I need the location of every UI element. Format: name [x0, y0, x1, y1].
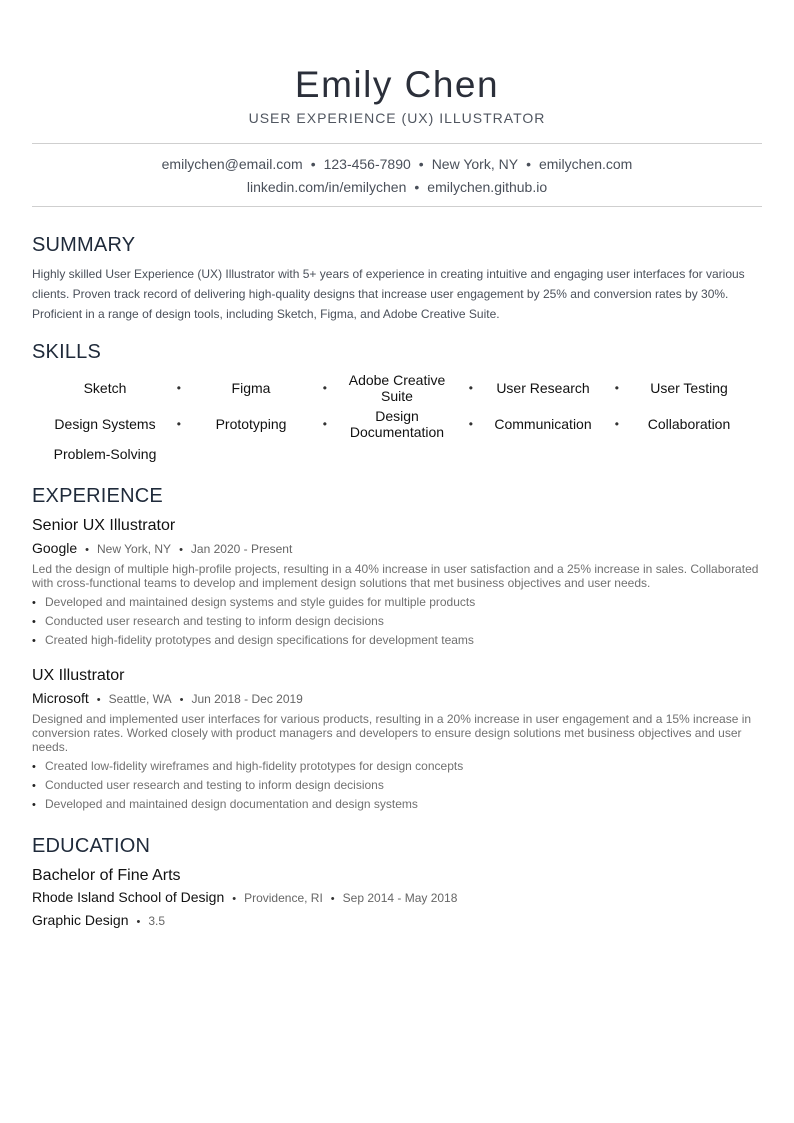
candidate-title: USER EXPERIENCE (UX) ILLUSTRATOR — [248, 110, 546, 126]
meta-separator: • — [179, 694, 184, 706]
skill-separator: • — [176, 381, 181, 395]
skill-label: Problem-Solving — [53, 446, 157, 462]
resume-header — [32, 0, 762, 126]
contact-separator: • — [414, 179, 420, 195]
education-section — [32, 834, 762, 932]
job-dates: Jun 2018 - Dec 2019 — [191, 692, 303, 706]
skill-item — [324, 408, 473, 440]
skill-item — [324, 372, 473, 404]
skill-label: Collaboration — [647, 416, 731, 432]
education-heading: EDUCATION — [32, 835, 151, 857]
job-bullet: • Created low-fidelity wireframes and high-fidelity prototypes for design concepts — [32, 757, 762, 776]
contact-email[interactable]: emilychen@email.com — [161, 156, 303, 172]
skill-item — [616, 372, 762, 404]
job-title: Senior UX Illustrator — [32, 517, 176, 534]
education-dates: Sep 2014 - May 2018 — [342, 891, 458, 905]
job-description: Led the design of multiple high-profile projects, resulting in a 40% increase in user satisfaction and a 25% increase in sales. Collaborated with cross-functional teams to develop and implement design solutions that met business objectives and user needs. — [32, 562, 759, 590]
skill-item — [32, 372, 181, 404]
education-field: Graphic Design — [32, 912, 129, 928]
contact-github[interactable]: emilychen.github.io — [427, 179, 548, 195]
contact-divider — [32, 206, 762, 207]
skill-separator: • — [322, 417, 327, 431]
education-school: Rhode Island School of Design — [32, 889, 225, 905]
skill-label: Design Documentation — [349, 408, 445, 440]
job-dates: Jan 2020 - Present — [190, 542, 293, 556]
job-bullets — [32, 757, 762, 814]
skill-label: Figma — [231, 380, 271, 396]
meta-separator: • — [179, 544, 183, 556]
skill-separator: • — [322, 381, 327, 395]
skill-item — [616, 408, 762, 440]
skill-item — [32, 444, 178, 464]
job-entry — [32, 516, 762, 650]
contact-location: New York, NY — [431, 156, 519, 172]
meta-separator: • — [232, 893, 237, 905]
contact-separator: • — [418, 156, 424, 172]
skill-separator: • — [614, 417, 619, 431]
contact-line-2 — [32, 176, 762, 199]
job-bullet: • Developed and maintained design systems and style guides for multiple products — [32, 593, 762, 612]
experience-heading: EXPERIENCE — [32, 485, 163, 507]
education-school-line — [32, 887, 762, 909]
education-degree: Bachelor of Fine Arts — [32, 867, 181, 884]
job-bullet: • Created high-fidelity prototypes and design specifications for development teams — [32, 631, 762, 650]
skill-label: User Research — [496, 380, 590, 396]
contact-website[interactable]: emilychen.com — [538, 156, 633, 172]
contact-separator: • — [526, 156, 531, 172]
skill-item — [178, 408, 327, 440]
skill-separator: • — [468, 417, 473, 431]
skill-label: Adobe Creative Suite — [348, 372, 446, 404]
job-bullet: • Conducted user research and testing to inform design decisions — [32, 612, 762, 631]
skill-label: User Testing — [650, 380, 728, 396]
job-meta — [32, 537, 762, 561]
meta-separator: • — [330, 893, 335, 905]
job-bullet: • Developed and maintained design documentation and design systems — [32, 795, 762, 814]
education-location: Providence, RI — [244, 891, 323, 905]
job-location: Seattle, WA — [108, 692, 172, 706]
job-bullets — [32, 593, 762, 650]
skill-separator: • — [614, 381, 619, 395]
contact-linkedin[interactable]: linkedin.com/in/emilychen — [246, 179, 407, 195]
job-meta — [32, 687, 762, 711]
contact-line-1 — [32, 153, 762, 176]
job-title: UX Illustrator — [32, 667, 125, 684]
skill-label: Prototyping — [215, 416, 287, 432]
contact-separator: • — [310, 156, 316, 172]
education-field-line — [32, 910, 762, 932]
job-entry — [32, 666, 762, 814]
meta-separator: • — [85, 544, 90, 556]
job-description: Designed and implemented user interfaces for various products, resulting in a 20% increase in user engagement and a 15% increase in conversion rates. Worked closely with product managers and developers to ensure design solutions met business objectives and user needs. — [32, 712, 752, 754]
job-company: Google — [32, 540, 78, 556]
skill-label: Sketch — [83, 380, 127, 396]
education-gpa: 3.5 — [148, 914, 166, 928]
skill-separator: • — [468, 381, 473, 395]
skill-item — [178, 372, 327, 404]
resume-page — [32, 0, 762, 932]
job-bullet: • Conducted user research and testing to inform design decisions — [32, 776, 762, 795]
skill-item — [470, 408, 619, 440]
summary-text: Highly skilled User Experience (UX) Illustrator with 5+ years of experience in creating intuitive and engaging user interfaces for various clients. Proven track record of delivering high-quality designs that increase user engagement by 25% and conversion rates by 30%. Proficient in a range of design tools, including Sketch, Figma, and Adobe Creative Suite. — [32, 267, 745, 321]
skill-separator: • — [176, 417, 181, 431]
job-location: New York, NY — [97, 542, 172, 556]
skills-grid — [32, 372, 762, 464]
candidate-name: Emily Chen — [294, 64, 500, 105]
experience-section — [32, 484, 762, 814]
skills-section — [32, 340, 762, 464]
summary-heading: SUMMARY — [32, 234, 136, 256]
skill-item — [32, 408, 181, 440]
contact-info — [32, 144, 762, 206]
meta-separator: • — [136, 916, 141, 928]
skill-label: Communication — [494, 416, 592, 432]
skill-label: Design Systems — [54, 416, 156, 432]
skills-heading: SKILLS — [32, 341, 102, 363]
contact-phone[interactable]: 123-456-7890 — [323, 156, 411, 172]
skill-item — [470, 372, 619, 404]
meta-separator: • — [96, 694, 101, 706]
job-company: Microsoft — [32, 690, 89, 706]
summary-section — [32, 233, 762, 324]
